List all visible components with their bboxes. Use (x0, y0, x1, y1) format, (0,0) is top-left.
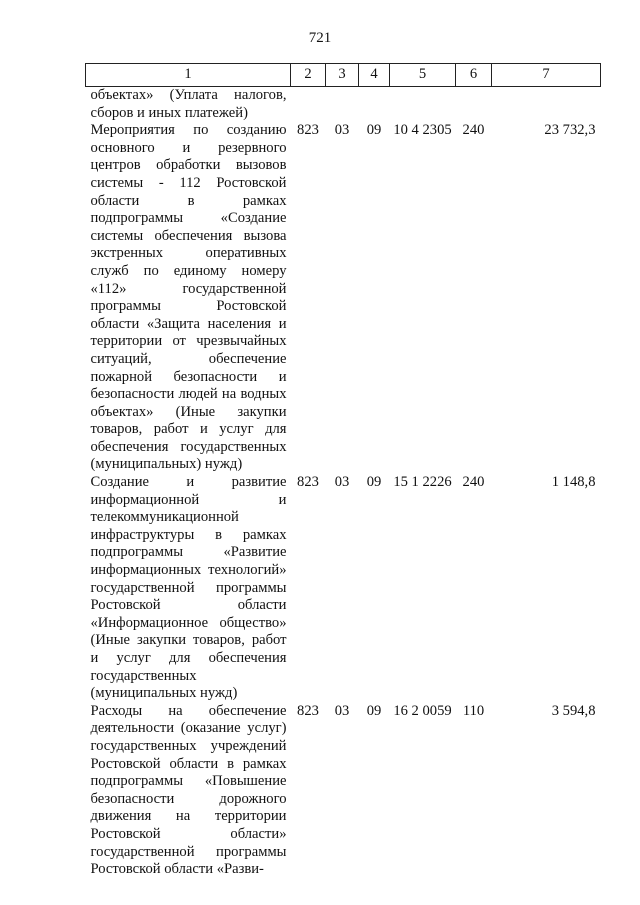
table-body (86, 87, 601, 879)
row-col-5 (390, 87, 456, 123)
row-col-6: 240 (462, 474, 485, 491)
row-description: объектах» (Уплата налогов, сборов и иных платежей) (90, 87, 287, 121)
table-header (86, 64, 601, 87)
column-header-1: 1 (86, 64, 291, 87)
table-row (86, 122, 601, 474)
row-col-7: 3 594,8 (551, 702, 596, 719)
row-col-2: 823 (297, 702, 319, 719)
column-header-7: 7 (492, 64, 601, 87)
row-col-5: 16 2 0059 (393, 702, 452, 719)
table-row (86, 703, 601, 879)
row-col-6: 110 (462, 702, 485, 719)
row-description: Создание и развитие информационной и телекоммуникационной инфраструктуры в рамках подпрограммы «Развитие информационных технологий» государственной программы Ростовской области «Информационное общество» (Иные закупки товаров, работ и услуг для обеспечения государственных (муниципальных нужд) (90, 474, 287, 702)
row-description: Расходы на обеспечение деятельности (оказание услуг) государственных учреждений Ростовской области в рамках подпрограммы «Повышение безопасности дорожного движения на территории Ростовской области» государственной программы Ростовской области «Разви- (90, 702, 287, 878)
table-row (86, 474, 601, 703)
table-row (86, 87, 601, 123)
column-header-5: 5 (390, 64, 456, 87)
row-col-5: 10 4 2305 (393, 122, 452, 139)
row-col-7: 1 148,8 (551, 474, 596, 491)
page-number: 721 (308, 30, 332, 46)
header-row (86, 64, 601, 87)
row-col-3: 03 (334, 474, 350, 491)
row-col-2: 823 (297, 122, 319, 139)
row-col-3: 03 (334, 702, 350, 719)
row-col-4: 09 (366, 122, 382, 139)
row-col-2 (291, 87, 326, 123)
row-col-3: 03 (334, 122, 350, 139)
row-description: Мероприятия по созданию основного и резервного центров обработки вызовов системы - 112 Ростовской области в рамках подпрограммы «Создание системы обеспечения вызова экстренных оперативных служб по единому номеру «112» государственной программы Ростовской области «Защита населения и территории от чрезвычайных ситуаций, обеспечение пожарной безопасности и безопасности людей на водных объектах» (Иные закупки товаров, работ и услуг для обеспечения государственных (муниципальных) нужд) (90, 122, 287, 473)
row-col-2: 823 (297, 474, 319, 491)
column-header-2: 2 (291, 64, 326, 87)
column-header-6: 6 (456, 64, 492, 87)
column-header-3: 3 (326, 64, 359, 87)
row-col-4: 09 (366, 702, 382, 719)
row-col-7 (492, 87, 601, 123)
row-col-6 (456, 87, 492, 123)
budget-table (85, 63, 601, 879)
row-col-7: 23 732,3 (544, 122, 596, 139)
column-header-4: 4 (359, 64, 390, 87)
row-col-4: 09 (366, 474, 382, 491)
row-col-3 (326, 87, 359, 123)
row-col-4 (359, 87, 390, 123)
row-col-6: 240 (462, 122, 485, 139)
row-col-5: 15 1 2226 (393, 474, 452, 491)
